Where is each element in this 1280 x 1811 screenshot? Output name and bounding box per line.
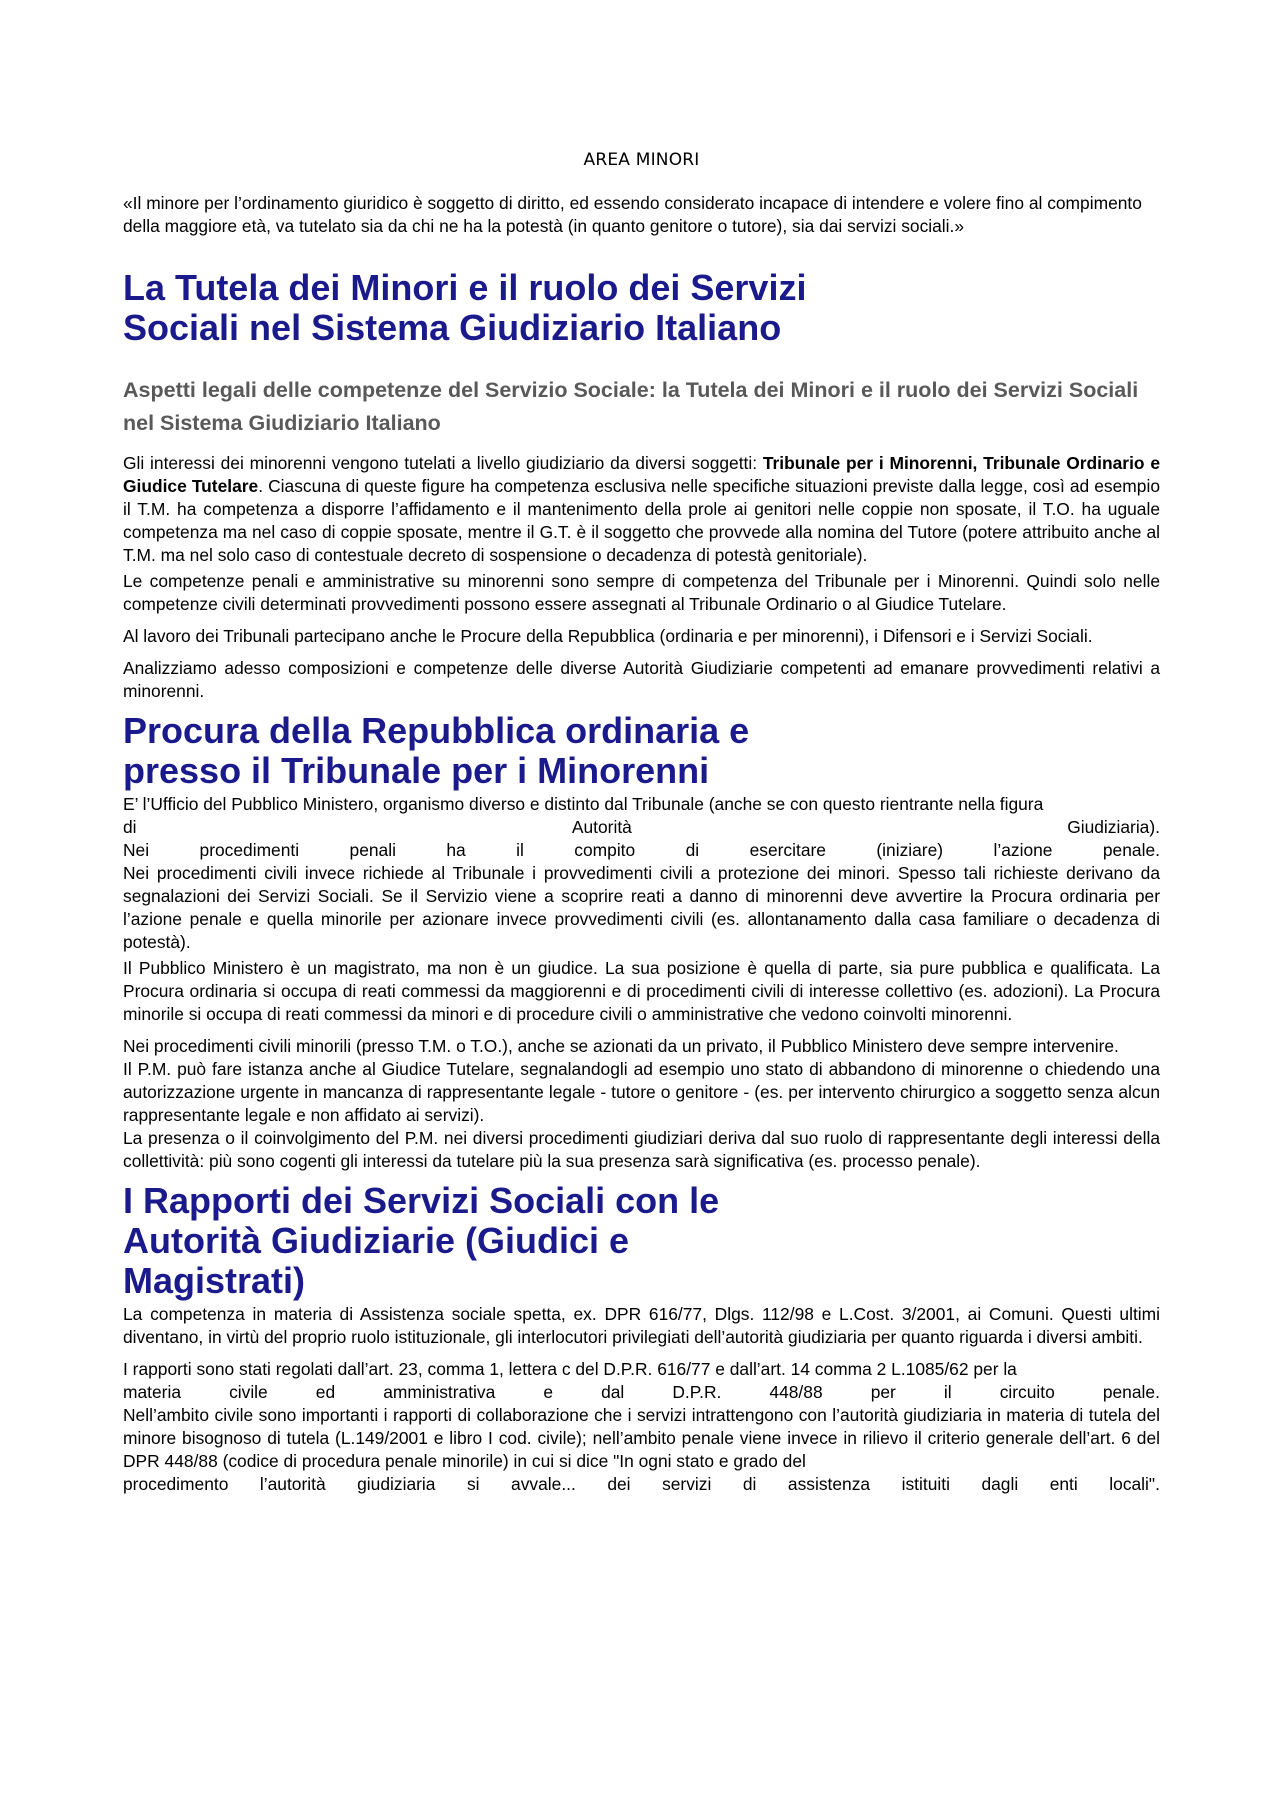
- word: Autorità: [571, 817, 632, 837]
- justified-line: [123, 839, 1160, 862]
- word: e: [543, 1382, 554, 1402]
- paragraph: [123, 452, 1160, 567]
- word: l’azione: [993, 840, 1053, 860]
- word: istituiti: [901, 1474, 950, 1494]
- word: per: [870, 1382, 896, 1402]
- word: ha: [446, 840, 466, 860]
- word: (iniziare): [876, 840, 944, 860]
- paragraph: Nell’ambito civile sono importanti i rapporti di collaborazione che i servizi intrattengono con l’autorità giudiziaria in materia di tutela del minore bisognoso di tutela (L.149/2001 e libro I cod. civile); nell’ambito penale viene invece in rilievo il criterio generale dell’art. 6 del DPR 448/88 (codice di procedura penale minorile) in cui si dice "In ogni stato e grado del: [123, 1405, 1160, 1471]
- word: dal: [601, 1382, 625, 1402]
- word: il: [516, 840, 524, 860]
- section-heading-procura: Procura della Repubblica ordinaria e presso il Tribunale per i Minorenni: [123, 710, 750, 791]
- word: compito: [574, 840, 636, 860]
- paragraph: E’ l’Ufficio del Pubblico Ministero, organismo diverso e distinto dal Tribunale (anche se con questo rientrante nella figura: [123, 794, 1044, 814]
- word: di: [742, 1474, 757, 1494]
- paragraph-bold: Tribunale per i Minorenni, Tribunale Ordinario e Giudice Tutelare: [123, 453, 1160, 496]
- word: locali".: [1109, 1474, 1160, 1494]
- paragraph: Nei procedimenti civili invece richiede al Tribunale i provvedimenti civili a protezione dei minori. Spesso tali richieste derivano da segnalazioni dei Servizi Sociali. Se il Servizio viene a scoprire reati a danno di minorenni deve avvertire la Procura ordinaria per l’azione penale e quella minorile per azionare invece provvedimenti civili (es. allontanamento dalla casa familiare o decadenza di potestà).: [123, 863, 1160, 952]
- paragraph-text: . Ciascuna di queste figure ha competenza esclusiva nelle specifiche situazioni previste dalla legge, così ad esempio il T.M. ha competenza a disporre l’affidamento e il mantenimento della prole ai genitori nelle coppie non sposate, il T.O. ha uguale competenza ma nel caso di coppie sposate, mentre il G.T. è il soggetto che provvede alla nomina del Tutore (potere attribuito anche al T.M. ma nel solo caso di contestuale decreto di sospensione o decadenza di potestà genitoriale).: [123, 476, 1160, 565]
- word: servizi: [662, 1474, 712, 1494]
- word: di: [685, 840, 700, 860]
- word: dagli: [981, 1474, 1019, 1494]
- word: l’autorità: [259, 1474, 326, 1494]
- section-heading-rapporti: [123, 1181, 1160, 1301]
- word: esercitare: [749, 840, 826, 860]
- paragraph: Al lavoro dei Tribunali partecipano anche le Procure della Repubblica (ordinaria e per minorenni), i Difensori e i Servizi Sociali.: [123, 626, 1093, 646]
- paragraph: Il P.M. può fare istanza anche al Giudice Tutelare, segnalandogli ad esempio uno stato di abbandono di minorenne o chiedendo una autorizzazione urgente in mancanza di rappresentante legale - tutore o genitore - (es. per intervento chirurgico a soggetto senza alcun rappresentante legale e non affidato ai servizi).: [123, 1059, 1160, 1125]
- paragraph: Le competenze penali e amministrative su minorenni sono sempre di competenza del Tribunale per i Minorenni. Quindi solo nelle competenze civili determinati provvedimenti possono essere assegnati al Tribunale Ordinario o al Giudice Tutelare.: [123, 571, 1160, 614]
- justified-line: [123, 816, 1160, 839]
- word: circuito: [999, 1382, 1055, 1402]
- word: penale.: [1102, 1382, 1160, 1402]
- paragraph: Il Pubblico Ministero è un magistrato, ma non è un giudice. La sua posizione è quella di parte, sia pure pubblica e qualificata. La Procura ordinaria si occupa di reati commessi da maggiorenni e di procedimenti civili di interesse collettivo (es. adozioni). La Procura minorile si occupa di reati commessi da minori e di procedure civili o amministrative che vedono coinvolti minorenni.: [123, 958, 1160, 1024]
- word: ed: [315, 1382, 336, 1402]
- heading-line: I Rapporti dei Servizi Sociali con le: [123, 1180, 720, 1221]
- word: giudiziaria: [357, 1474, 436, 1494]
- justified-line: [123, 1381, 1160, 1404]
- word: amministrativa: [383, 1382, 496, 1402]
- word: enti: [1049, 1474, 1078, 1494]
- paragraph: I rapporti sono stati regolati dall’art. 23, comma 1, lettera c del D.P.R. 616/77 e dall’art. 14 comma 2 L.1085/62 per la: [123, 1359, 1017, 1379]
- word: avvale...: [511, 1474, 576, 1494]
- word: D.P.R.: [672, 1382, 722, 1402]
- word: Giudiziaria).: [1067, 817, 1160, 837]
- document-title: AREA MINORI: [583, 150, 700, 170]
- word: civile: [229, 1382, 268, 1402]
- paragraph: La presenza o il coinvolgimento del P.M. nei diversi procedimenti giudiziari deriva dal suo ruolo di rappresentante degli interessi della collettività: più sono cogenti gli interessi da tutelare più la sua presenza sarà significativa (es. processo penale).: [123, 1128, 1160, 1171]
- heading-line: Autorità Giudiziarie (Giudici e: [123, 1220, 630, 1261]
- word: procedimento: [123, 1474, 229, 1494]
- paragraph: Nei procedimenti civili minorili (presso T.M. o T.O.), anche se azionati da un privato, il Pubblico Ministero deve sempre intervenire.: [123, 1036, 1119, 1056]
- word: dei: [607, 1474, 631, 1494]
- paragraph: La competenza in materia di Assistenza sociale spetta, ex. DPR 616/77, Dlgs. 112/98 e L.Cost. 3/2001, ai Comuni. Questi ultimi diventano, in virtù del proprio ruolo istituzionale, gli interlocutori privilegiati dell’autorità giudiziaria per quanto riguarda i diversi ambiti.: [123, 1304, 1160, 1347]
- intro-quote: «Il minore per l’ordinamento giuridico è soggetto di diritto, ed essendo considerato incapace di intendere e volere fino al compimento della maggiore età, va tutelato sia da chi ne ha la potestà (in quanto genitore o tutore), sia dai servizi sociali.»: [123, 193, 1142, 236]
- word: materia: [123, 1382, 181, 1402]
- word: si: [466, 1474, 480, 1494]
- word: il: [943, 1382, 952, 1402]
- paragraph-text: Gli interessi dei minorenni vengono tutelati a livello giudiziario da diversi soggetti:: [123, 453, 763, 473]
- paragraph: Analizziamo adesso composizioni e competenze delle diverse Autorità Giudiziarie competenti ad emanare provvedimenti relativi a minorenni.: [123, 658, 1160, 701]
- word: penale.: [1102, 840, 1160, 860]
- word: 448/88: [769, 1382, 823, 1402]
- word: assistenza: [787, 1474, 871, 1494]
- word: penali: [349, 840, 396, 860]
- word: procedimenti: [199, 840, 300, 860]
- subheading: Aspetti legali delle competenze del Servizio Sociale: la Tutela dei Minori e il ruolo dei Servizi Sociali nel Sistema Giudiziario Italiano: [123, 378, 1139, 435]
- word: di: [123, 817, 137, 837]
- main-heading: La Tutela dei Minori e il ruolo dei Servizi Sociali nel Sistema Giudiziario Italiano: [123, 267, 807, 348]
- word: Nei: [123, 840, 150, 860]
- heading-line: Magistrati): [123, 1260, 306, 1301]
- justified-line: [123, 1473, 1160, 1496]
